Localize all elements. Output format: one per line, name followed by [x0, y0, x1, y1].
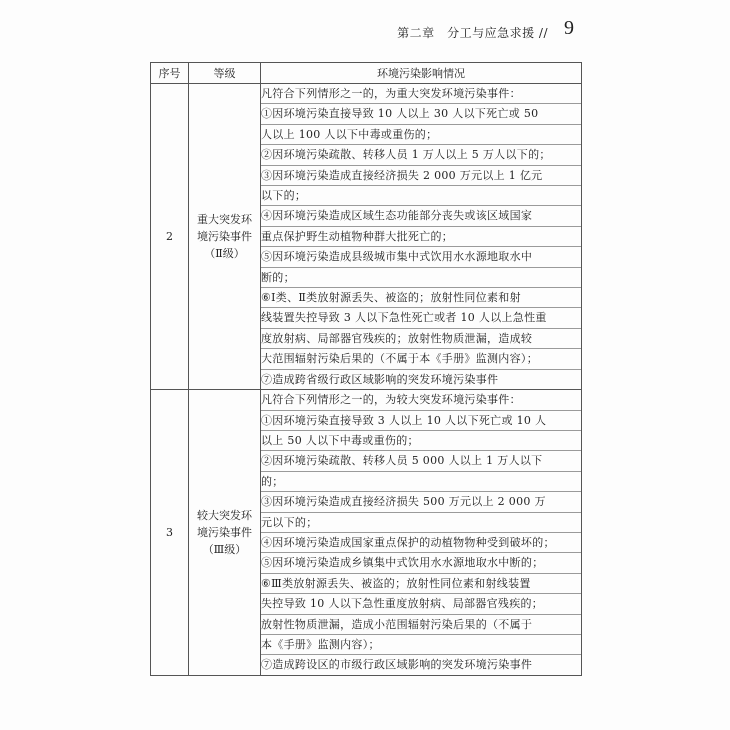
row-content — [261, 84, 582, 390]
header-content: 环境污染影响情况 — [261, 63, 582, 84]
running-header — [150, 16, 582, 44]
content-line: ②因环境污染疏散、转移人员 1 万人以上 5 万人以下的； — [261, 145, 581, 165]
content-line: 度放射病、局部器官残疾的；放射性物质泄漏，造成较 — [261, 329, 581, 349]
page-number: 9 — [564, 17, 574, 39]
content-line: 的； — [261, 472, 581, 492]
content-line: 凡符合下列情形之一的，为重大突发环境污染事件： — [261, 84, 581, 104]
content-line: 以上 50 人以下中毒或重伤的； — [261, 431, 581, 451]
content-line: 线装置失控导致 3 人以下急性死亡或者 10 人以上急性重 — [261, 308, 581, 328]
content-line: ⑤因环境污染造成乡镇集中式饮用水水源地取水中断的； — [261, 553, 581, 573]
content-line: 本《手册》监测内容）； — [261, 635, 581, 655]
grade-line: 境污染事件 — [197, 525, 252, 539]
content-line: 以下的； — [261, 186, 581, 206]
grade-line: （Ⅲ级） — [202, 542, 247, 556]
row-content — [261, 390, 582, 676]
grade-line: 重大突发环 — [197, 213, 252, 227]
grade-line: 较大突发环 — [197, 508, 252, 522]
content-line: ⑦造成跨省级行政区域影响的突发环境污染事件 — [261, 372, 499, 386]
header-seq: 序号 — [151, 63, 189, 84]
content-line: ⑥Ⅰ类、Ⅱ类放射源丢失、被盗的；放射性同位素和射 — [261, 288, 581, 308]
table-row — [151, 84, 582, 390]
content-line: ③因环境污染造成直接经济损失 500 万元以上 2 000 万 — [261, 492, 581, 512]
content-line: ②因环境污染疏散、转移人员 5 000 人以上 1 万人以下 — [261, 451, 581, 471]
content-line: ④因环境污染造成区域生态功能部分丧失或该区域国家 — [261, 206, 581, 226]
row-grade — [189, 84, 261, 390]
table-row — [151, 390, 582, 676]
content-line: ④因环境污染造成国家重点保护的动植物物种受到破坏的； — [261, 533, 581, 553]
content-line: ⑤因环境污染造成县级城市集中式饮用水水源地取水中 — [261, 247, 581, 267]
content-line: 断的； — [261, 268, 581, 288]
content-line: 人以上 100 人以下中毒或重伤的； — [261, 125, 581, 145]
header-grade: 等级 — [189, 63, 261, 84]
content-line: 元以下的； — [261, 513, 581, 533]
content-line: ⑦造成跨设区的市级行政区域影响的突发环境污染事件 — [261, 658, 533, 672]
content-line: ⑥Ⅲ类放射源丢失、被盗的；放射性同位素和射线装置 — [261, 574, 581, 594]
content-line: 重点保护野生动植物种群大批死亡的； — [261, 227, 581, 247]
content-line: ③因环境污染造成直接经济损失 2 000 万元以上 1 亿元 — [261, 166, 581, 186]
content-line: 失控导致 10 人以下急性重度放射病、局部器官残疾的； — [261, 594, 581, 614]
content-line: 大范围辐射污染后果的（不属于本《手册》监测内容）； — [261, 349, 581, 369]
row-seq: 2 — [151, 84, 189, 390]
content-line: ①因环境污染直接导致 3 人以上 10 人以下死亡或 10 人 — [261, 411, 581, 431]
row-grade — [189, 390, 261, 676]
pollution-incident-table — [150, 62, 582, 676]
table-header-row — [151, 63, 582, 84]
chapter-title: 第二章 分工与应急求援 // — [397, 26, 548, 40]
content-line: ①因环境污染直接导致 10 人以上 30 人以下死亡或 50 — [261, 104, 581, 124]
grade-line: 境污染事件 — [197, 230, 252, 244]
grade-line: （Ⅱ级） — [204, 247, 245, 261]
content-line: 凡符合下列情形之一的，为较大突发环境污染事件： — [261, 390, 581, 410]
row-seq: 3 — [151, 390, 189, 676]
content-line: 放射性物质泄漏，造成小范围辐射污染后果的（不属于 — [261, 615, 581, 635]
